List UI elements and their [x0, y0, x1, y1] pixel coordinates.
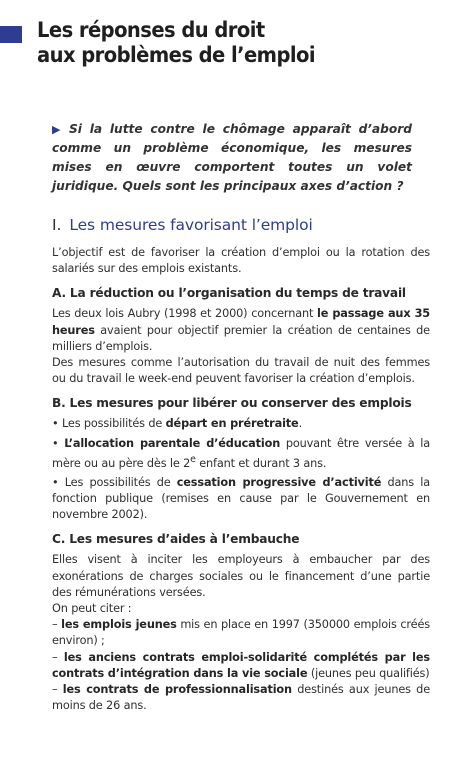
bold-term: cessation progressive d’activité — [176, 475, 382, 489]
text-run: enfant et durant 3 ans. — [195, 456, 327, 470]
text-run: (jeunes peu qualifiés) — [307, 666, 430, 680]
text-run: Les deux lois Aubry (1998 et 2000) concernant — [52, 307, 318, 321]
bold-term: le passage aux 35 heures — [52, 307, 430, 337]
subsection-b-title: B. Les mesures pour libérer ou conserver des emplois — [52, 396, 412, 411]
bold-term: départ en préretraite — [165, 417, 299, 431]
list-item — [52, 650, 430, 682]
arrow-right-icon: ▶ — [52, 123, 64, 136]
subsection-a-paragraph-2: Des mesures comme l’autorisation du travail de nuit des femmes ou du travail le week-end peuvent favoriser la création d’emplois. — [52, 356, 430, 386]
section-intro-paragraph: L’objectif est de favoriser la création d’emploi ou la rotation des salariés sur des emplois existants. — [52, 246, 430, 276]
superscript: e — [190, 453, 196, 465]
page-title — [37, 18, 315, 68]
list-item — [52, 475, 430, 524]
text-run: – — [52, 618, 62, 632]
subsection-c-title: C. Les mesures d’aides à l’embauche — [52, 532, 300, 547]
bold-term: les contrats de professionnalisation — [62, 683, 292, 697]
section-title-text: Les mesures favorisant l’emploi — [69, 216, 313, 234]
bold-term: les anciens contrats emploi-solidarité complétés par les contrats d’intégration dans la vie sociale — [52, 650, 430, 680]
page-title-line-1: Les réponses du droit — [37, 18, 265, 42]
list-item — [52, 416, 430, 432]
text-run: – — [52, 683, 63, 697]
section-number: I. — [52, 216, 62, 234]
list-item — [52, 436, 430, 472]
text-run: destinés aux jeunes de moins de 26 ans. — [52, 683, 430, 713]
list-item — [52, 617, 430, 649]
intro-paragraph — [52, 120, 412, 196]
subsection-c-paragraph-2: On peut citer : — [52, 602, 132, 616]
subsection-a-title: A. La réduction ou l’organisation du temps de travail — [52, 286, 406, 301]
bold-term: L’allocation parentale d’éducation — [64, 436, 281, 450]
text-run: • — [52, 436, 65, 450]
text-run: mis en place en 1997 (350000 emplois créés environ) ; — [52, 618, 430, 648]
title-marker — [0, 26, 22, 43]
text-run: • Les possibilités de — [52, 417, 166, 431]
text-run: . — [298, 417, 303, 431]
text-run: – — [52, 650, 64, 664]
bold-term: les emplois jeunes — [61, 618, 177, 632]
list-item — [52, 682, 430, 714]
text-run: • Les possibilités de — [52, 475, 177, 489]
intro-text: Si la lutte contre le chômage apparaît d’abord comme un problème économique, les mesures mises en œuvre comportent toutes un volet juridique. Quels sont les principaux axes d’action ? — [52, 122, 412, 193]
main-content — [52, 215, 430, 714]
text-run: dans la fonction publique (remises en cause par le Gouvernement en novembre 2002). — [52, 475, 430, 522]
text-run: avaient pour objectif premier la création de centaines de milliers d’emplois. — [52, 323, 430, 353]
subsection-c-paragraph-1: Elles visent à inciter les employeurs à embaucher par des exonérations de charges sociales ou le financement d’une partie des rémunérations versées. — [52, 553, 430, 599]
subsection-a-paragraph-1 — [52, 306, 430, 355]
section-title — [52, 215, 430, 235]
text-run: pouvant être versée à la mère ou au père dès le 2 — [52, 436, 430, 470]
page-title-line-2: aux problèmes de l’emploi — [37, 43, 316, 67]
